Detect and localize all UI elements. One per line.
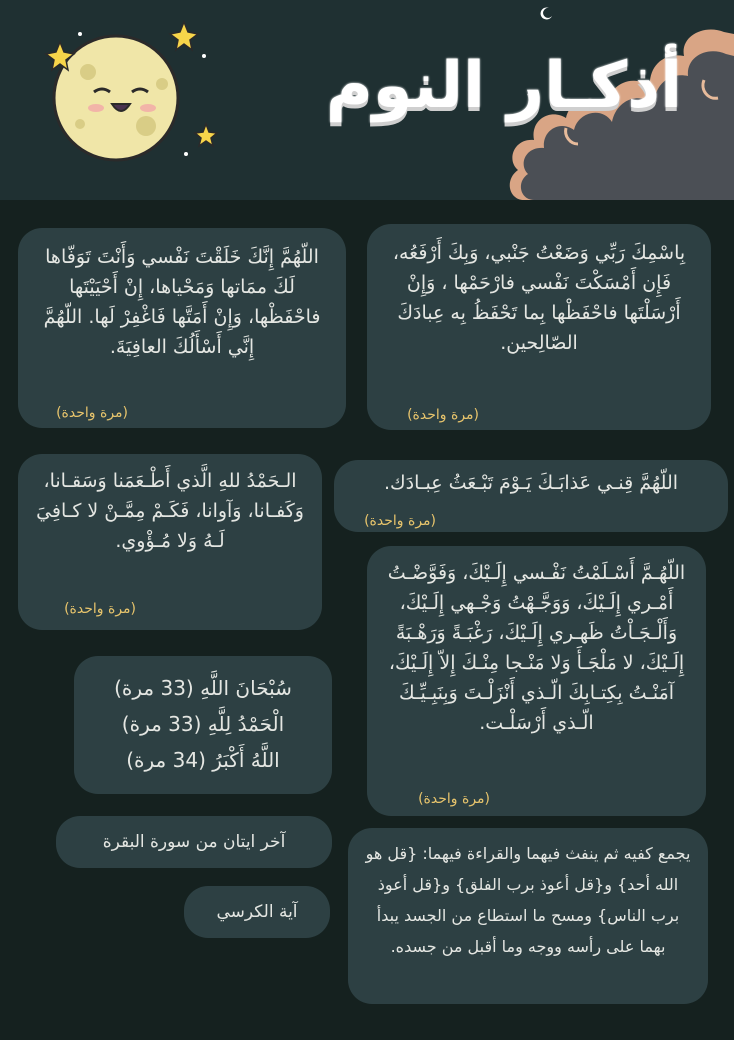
dhikr-card-kursi bbox=[184, 886, 330, 938]
repeat-count: (مرة واحدة) bbox=[407, 407, 479, 423]
repeat-count: (مرة واحدة) bbox=[64, 601, 136, 617]
tasbih-line: سُبْحَانَ اللَّهِ (33 مرة) bbox=[114, 676, 292, 700]
dhikr-text: يجمع كفيه ثم ينفث فيهما والقراءة فيهما: {قل هو الله أحد} و{قل أعوذ برب الفلق} و{قل أعوذ برب الناس} ومسح ما استطاع من الجسد يبدأ بهما على رأسه ووجه وما أقبل من جسده. bbox=[365, 844, 691, 956]
dhikr-card-nafth bbox=[348, 828, 708, 1004]
dhikr-text: آخر ايتان من سورة البقرة bbox=[102, 832, 286, 852]
dhikr-card-bismika bbox=[367, 224, 711, 430]
dhikr-card-khalaqta bbox=[18, 228, 346, 428]
dhikr-card-qini bbox=[334, 460, 728, 532]
crescent-icon bbox=[540, 6, 554, 20]
dhikr-text: بِاسْمِكَ رَبِّي وَضَعْتُ جَنْبي، وَبِكَ أَرْفَعُه، فَإِن أَمْسَكْتَ نَفْسي فارْحَمْها ، وَإِنْ أَرْسَلْتَها فاحْفَظْها بِما تَحْفَظُ بِه عِبادَكَ الصّالِحين. bbox=[392, 242, 686, 354]
repeat-count: (مرة واحدة) bbox=[56, 405, 128, 421]
dhikr-text: الـحَمْدُ للهِ الَّذي أَطْـعَمَنا وَسَقـانا، وَكَفـانا، وَآوانا، فَكَـمْ مِمَّـنْ لا كـافِيَ لَـهُ وَلا مُـؤْوي. bbox=[36, 470, 304, 552]
header-banner bbox=[0, 0, 734, 200]
dhikr-text: آية الكرسي bbox=[216, 902, 298, 922]
dhikr-text: اللّهُـمَّ أَسْـلَمْتُ نَفْـسي إِلَـيْكَ، وَفَوَّضْـتُ أَمْـري إِلَـيْكَ، وَوَجَّـهْتُ وَجْـهي إِلَـيْكَ، وَأَلْـجَـاْتُ ظَهـري إِلَـيْكَ، رَغْبَـةً وَرَهْـبَةً إِلَـيْكَ، لا مَلْجَـأَ وَلا مَنْـجا مِنْـكَ إِلاّ إِلَـيْكَ، آمَنْـتُ بِكِتـابِكَ الّـذي أَنْزَلْـتَ وَبِنَبِـيِّـكَ الّـذي أَرْسَلْـت. bbox=[387, 562, 686, 734]
takbir-line: اللَّهُ أَكْبَرُ (34 مرة) bbox=[126, 748, 280, 772]
tahmid-line: الْحَمْدُ لِلَّهِ (33 مرة) bbox=[121, 712, 285, 736]
repeat-count: (مرة واحدة) bbox=[418, 791, 490, 807]
repeat-count: (مرة واحدة) bbox=[364, 513, 436, 529]
dhikr-card-tasbih bbox=[74, 656, 332, 794]
dhikr-text: اللّهُمَّ قِنـي عَذابَـكَ يَـوْمَ تَبْـعَثُ عِبـادَك. bbox=[383, 472, 679, 494]
moon-icon bbox=[36, 14, 226, 174]
dhikr-card-hamd bbox=[18, 454, 322, 630]
dhikr-card-baqara bbox=[56, 816, 332, 868]
page-title: أذكـار النوم bbox=[325, 49, 682, 123]
dhikr-card-aslamtu bbox=[367, 546, 706, 816]
dhikr-text: اللّهُمَّ إِنَّكَ خَلَقْتَ نَفْسي وَأَنْتَ تَوَفّاها لَكَ ممَاتها وَمَحْياها، إِنْ أَحْيَيْتَها فاحْفَظْها، وَإِنْ أَمَتَّها فَاغْفِرْ لَها. اللّهُمَّ إِنَّي أَسْأَلُكَ العافِيَةَ. bbox=[43, 246, 321, 358]
